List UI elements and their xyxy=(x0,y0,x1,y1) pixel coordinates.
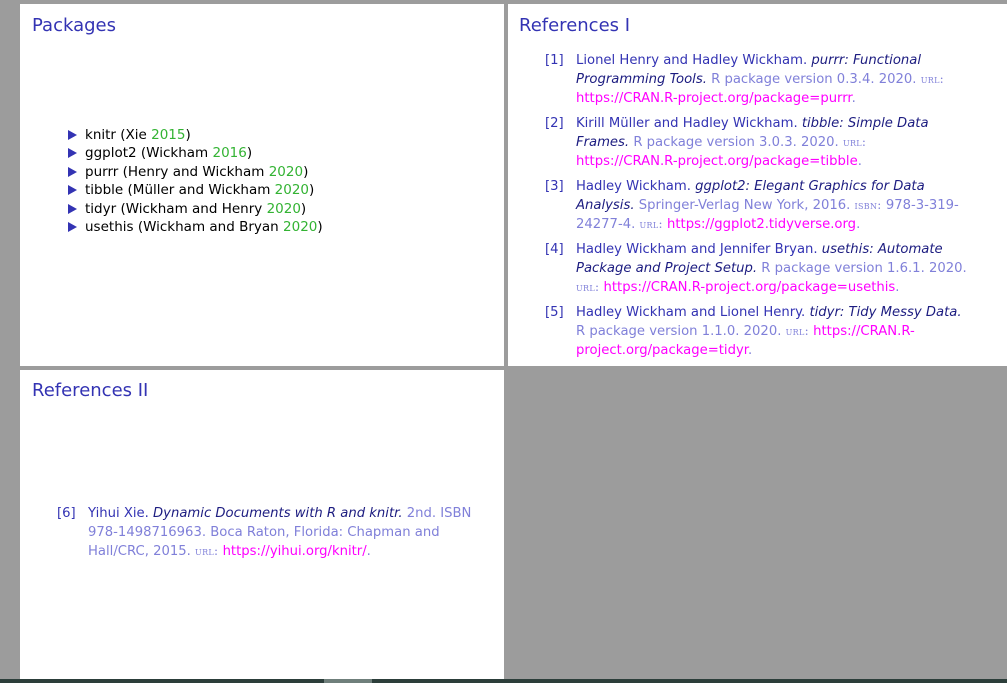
reference-title: Dynamic Documents with R and knitr. xyxy=(153,506,403,521)
package-text: knitr (Xie xyxy=(85,127,152,143)
citation-year-link[interactable]: 2020 xyxy=(268,163,304,180)
reference-title: purrr: Functional Programming Tools. xyxy=(576,53,921,87)
reference-isbn: 978-3-319-24277-4. xyxy=(576,198,959,232)
url-label: url: xyxy=(195,544,219,558)
reference-note: Springer-Verlag New York, 2016. xyxy=(638,198,851,213)
reference-end: . xyxy=(856,217,861,232)
reference-list xyxy=(545,51,969,366)
reference-number: [4] xyxy=(545,242,564,257)
slide-references-2 xyxy=(20,370,504,683)
close-paren: ) xyxy=(309,182,315,199)
citation-year-link[interactable]: 2020 xyxy=(283,219,318,236)
url-label: url: xyxy=(842,135,867,149)
reference-end: . xyxy=(366,544,371,559)
reference-url-link[interactable]: https://ggplot2.tidyverse.org xyxy=(667,217,857,232)
reference-note: R package version 3.0.3. 2020. xyxy=(633,135,839,150)
reference-item xyxy=(545,177,969,234)
reference-item xyxy=(57,504,477,561)
reference-author: Hadley Wickham and Jennifer Bryan. xyxy=(576,242,818,257)
bottom-scrollbar[interactable] xyxy=(0,679,1007,683)
close-paren: ) xyxy=(185,127,191,143)
reference-url-link[interactable]: https://CRAN.R-project.org/package=usethis xyxy=(603,280,896,295)
reference-url-link[interactable]: https://yihui.org/knitr/ xyxy=(222,544,367,559)
isbn-label: isbn: xyxy=(854,198,882,212)
citation-year-link[interactable]: 2020 xyxy=(266,200,301,217)
list-item xyxy=(68,144,323,162)
reference-item xyxy=(545,51,969,108)
citation-year-link[interactable]: 2015 xyxy=(151,127,186,143)
citation-year-link[interactable]: 2020 xyxy=(274,182,310,199)
reference-title: tidyr: Tidy Messy Data. xyxy=(809,305,962,320)
slide-title: Packages xyxy=(32,15,116,36)
close-paren: ) xyxy=(303,163,309,180)
reference-title: usethis: Automate Package and Project Setup. xyxy=(576,242,943,276)
reference-item xyxy=(545,240,969,297)
reference-end: . xyxy=(895,280,900,295)
reference-url-link[interactable]: https://CRAN.R-project.org/package=tidyr xyxy=(576,324,915,358)
reference-list xyxy=(57,504,477,567)
citation-year-link[interactable]: 2016 xyxy=(212,145,247,162)
close-paren: ) xyxy=(246,145,253,162)
reference-author: Hadley Wickham. xyxy=(576,179,691,194)
triangle-bullet-icon xyxy=(68,148,77,158)
close-paren: ) xyxy=(300,200,307,217)
reference-number: [2] xyxy=(545,116,564,131)
package-text: tidyr (Wickham and Henry xyxy=(85,200,267,217)
reference-note: R package version 1.1.0. 2020. xyxy=(576,324,782,339)
reference-title: ggplot2: Elegant Graphics for Data Analysis. xyxy=(576,179,925,213)
url-label: url: xyxy=(576,280,600,294)
package-list xyxy=(68,126,323,236)
triangle-bullet-icon xyxy=(68,167,77,177)
url-label: url: xyxy=(785,324,809,338)
scrollbar-thumb[interactable] xyxy=(324,679,372,683)
reference-author: Lionel Henry and Hadley Wickham. xyxy=(576,53,808,68)
reference-title: tibble: Simple Data Frames. xyxy=(576,116,929,150)
reference-item xyxy=(545,114,969,171)
reference-url-link[interactable]: https://CRAN.R-project.org/package=tibble xyxy=(576,154,858,169)
slide-references-1 xyxy=(508,4,1007,366)
reference-number: [5] xyxy=(545,305,564,320)
triangle-bullet-icon xyxy=(68,222,77,232)
reference-number: [6] xyxy=(57,506,76,521)
reference-note: R package version 0.3.4. 2020. xyxy=(711,72,917,87)
reference-author: Yihui Xie. xyxy=(88,506,149,521)
reference-item xyxy=(545,303,969,360)
list-item xyxy=(68,181,323,199)
triangle-bullet-icon xyxy=(68,204,77,214)
url-label: url: xyxy=(920,72,945,86)
slide-title: References I xyxy=(519,15,631,36)
package-text: usethis (Wickham and Bryan xyxy=(85,219,284,236)
slide-title: References II xyxy=(32,380,149,401)
close-paren: ) xyxy=(317,219,323,236)
reference-note: 2nd. ISBN 978-1498716963. Boca Raton, Florida: Chapman and Hall/CRC, 2015. xyxy=(88,506,472,559)
reference-end: . xyxy=(857,154,862,169)
list-item xyxy=(68,218,323,236)
reference-end: . xyxy=(747,343,753,358)
reference-note: R package version 1.6.1. 2020. xyxy=(761,261,967,276)
package-text: tibble (Müller and Wickham xyxy=(85,182,275,199)
reference-url-link[interactable]: https://CRAN.R-project.org/package=purrr xyxy=(576,91,852,106)
reference-author: Hadley Wickham and Lionel Henry. xyxy=(576,305,806,320)
list-item xyxy=(68,126,323,144)
list-item xyxy=(68,200,323,218)
list-item xyxy=(68,163,323,181)
package-text: purrr (Henry and Wickham xyxy=(85,163,269,180)
url-label: url: xyxy=(639,217,663,231)
triangle-bullet-icon xyxy=(68,130,77,140)
reference-author: Kirill Müller and Hadley Wickham. xyxy=(576,116,798,131)
triangle-bullet-icon xyxy=(68,185,77,195)
reference-number: [1] xyxy=(545,53,564,68)
slide-packages xyxy=(20,4,504,366)
package-text: ggplot2 (Wickham xyxy=(85,145,213,162)
reference-number: [3] xyxy=(545,179,564,194)
reference-end: . xyxy=(851,91,856,106)
